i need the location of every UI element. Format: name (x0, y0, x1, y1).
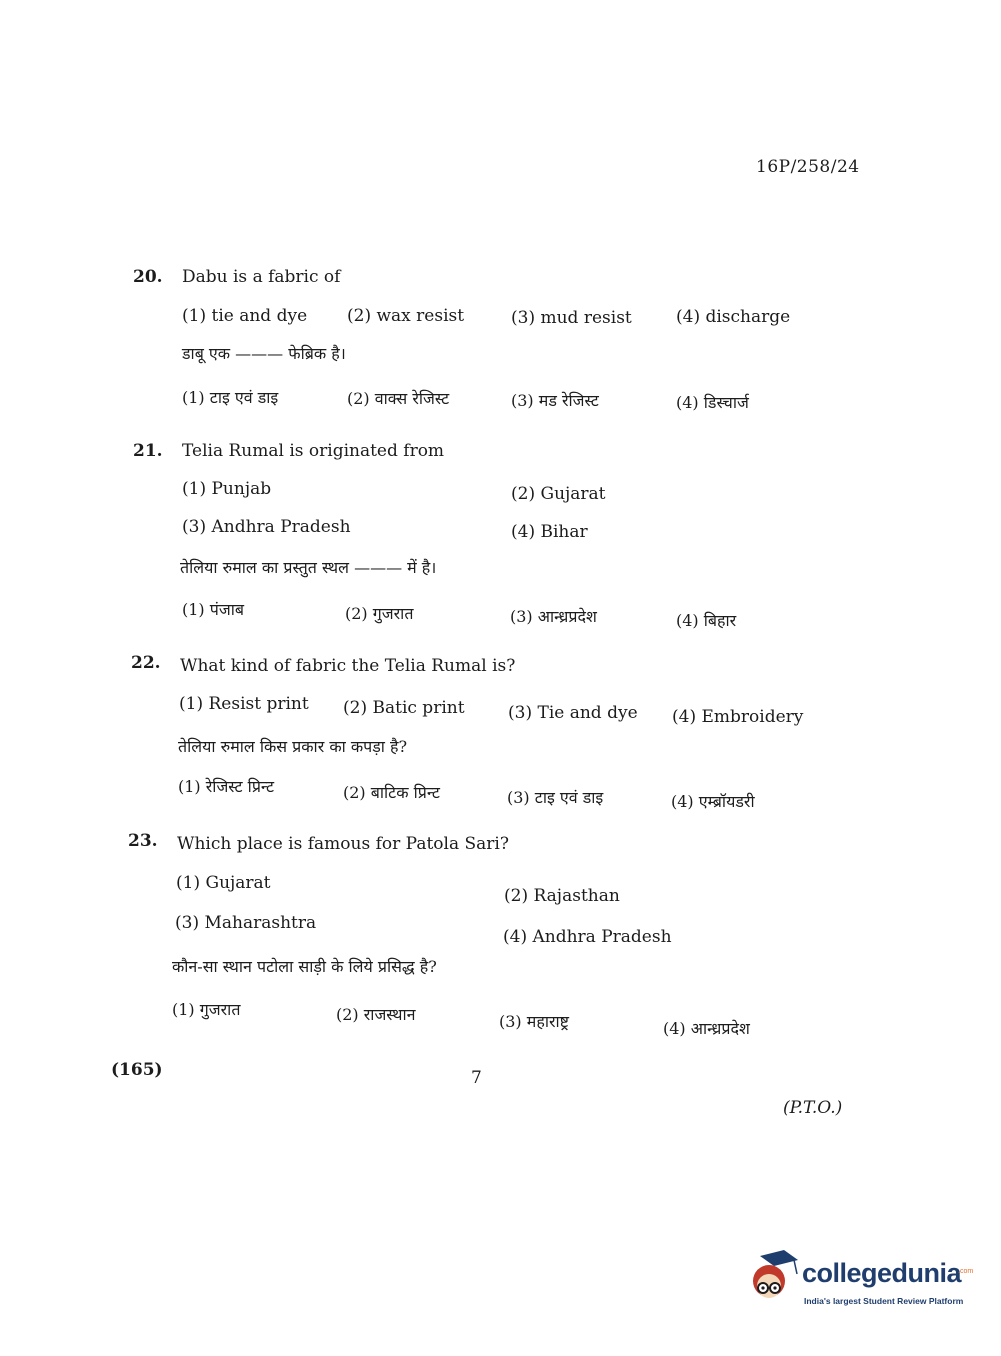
option-hi-4: (4) बिहार (676, 611, 737, 630)
question-text-en: Which place is famous for Patola Sari? (177, 834, 509, 854)
page-number: 7 (471, 1068, 482, 1088)
option-hi-2: (2) गुजरात (345, 604, 414, 623)
option-en-1: (1) Resist print (179, 694, 309, 714)
option-en-4: (4) Bihar (511, 522, 588, 542)
option-hi-4: (4) डिस्चार्ज (676, 393, 749, 412)
option-hi-3: (3) आन्ध्रप्रदेश (510, 607, 597, 626)
brand-name: collegedunia (802, 1258, 962, 1288)
option-en-3: (3) mud resist (511, 308, 632, 328)
question-text-hi: कौन-सा स्थान पटोला साड़ी के लिये प्रसिद्ध है? (172, 957, 437, 976)
question-text-hi: तेलिया रुमाल का प्रस्तुत स्थल ——— में है। (180, 558, 437, 577)
option-en-1: (1) tie and dye (182, 306, 308, 326)
option-en-2: (2) wax resist (347, 306, 465, 326)
brand-suffix: .com (958, 1268, 974, 1275)
option-hi-3: (3) महाराष्ट्र (499, 1012, 569, 1031)
question-number: 23. (128, 831, 158, 851)
question-number: 20. (133, 267, 163, 287)
brand-tagline: India's largest Student Review Platform (804, 1296, 964, 1306)
option-hi-3: (3) टाइ एवं डाइ (507, 788, 604, 807)
option-en-4: (4) discharge (676, 307, 791, 327)
question-number: 21. (133, 441, 163, 461)
mascot-icon (742, 1248, 802, 1310)
question-text-hi: डाबू एक ——— फेब्रिक है। (182, 344, 346, 363)
option-en-1: (1) Gujarat (176, 873, 271, 893)
option-en-3: (3) Andhra Pradesh (182, 517, 351, 537)
question-text-en: Dabu is a fabric of (182, 267, 341, 287)
paper-code: 16P/258/24 (756, 157, 860, 177)
option-hi-1: (1) रेजिस्ट प्रिन्ट (178, 777, 275, 796)
option-hi-3: (3) मड रेजिस्ट (511, 391, 599, 410)
option-en-2: (2) Batic print (343, 698, 465, 718)
option-en-3: (3) Tie and dye (508, 703, 638, 723)
question-text-en: What kind of fabric the Telia Rumal is? (180, 656, 516, 676)
option-en-2: (2) Gujarat (511, 484, 606, 504)
option-hi-1: (1) गुजरात (172, 1000, 241, 1019)
option-hi-4: (4) आन्ध्रप्रदेश (663, 1019, 750, 1038)
option-en-2: (2) Rajasthan (504, 886, 620, 906)
booklet-number: (165) (111, 1060, 163, 1080)
question-text-hi: तेलिया रुमाल किस प्रकार का कपड़ा है? (178, 737, 408, 756)
option-hi-1: (1) पंजाब (182, 600, 244, 619)
option-hi-2: (2) वाक्स रेजिस्ट (347, 389, 450, 408)
option-hi-4: (4) एम्ब्रॉयडरी (671, 792, 755, 811)
option-hi-2: (2) बाटिक प्रिन्ट (343, 783, 440, 802)
collegedunia-watermark (742, 1248, 972, 1314)
option-en-1: (1) Punjab (182, 479, 272, 499)
question-number: 22. (131, 653, 161, 673)
option-en-3: (3) Maharashtra (175, 913, 317, 933)
option-hi-1: (1) टाइ एवं डाइ (182, 388, 279, 407)
question-text-en: Telia Rumal is originated from (182, 441, 445, 461)
option-en-4: (4) Embroidery (672, 707, 804, 727)
option-en-4: (4) Andhra Pradesh (503, 927, 672, 947)
option-hi-2: (2) राजस्थान (336, 1005, 416, 1024)
pto-marker: (P.T.O.) (783, 1098, 843, 1118)
